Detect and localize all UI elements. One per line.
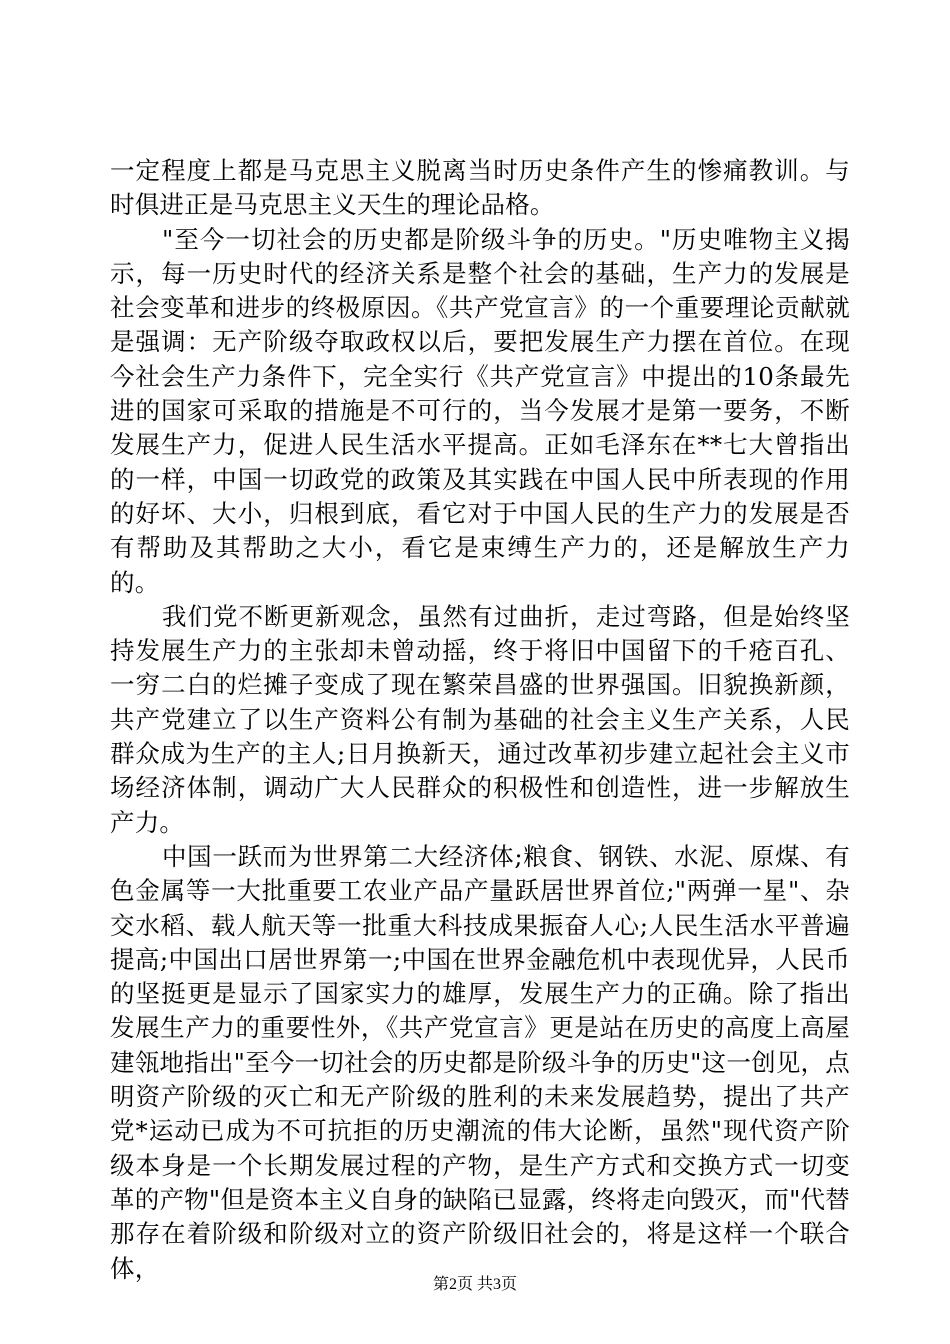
paragraph-2: "至今一切社会的历史都是阶级斗争的历史。"历史唯物主义揭示，每一历史时代的经济关系是整个社会的基础，生产力的发展是社会变革和进步的终极原因。《共产党宣言》的一个重要理论贡献就是强调：无产阶级夺取政权以后，要把发展生产力摆在首位。在现今社会生产力条件下，完全实行《共产党宣言》中提出的10条最先进的国家可采取的措施是不可行的，当今发展才是第一要务，不断发展生产力，促进人民生活水平提高。正如毛泽东在**七大曾指出的一样，中国一切政党的政策及其实践在中国人民中所表现的作用的好坏、大小，归根到底，看它对于中国人民的生产力的发展是否有帮助及其帮助之大小，看它是束缚生产力的，还是解放生产力的。 <box>110 224 850 597</box>
paragraph-4: 中国一跃而为世界第二大经济体;粮食、钢铁、水泥、原煤、有色金属等一大批重要工农业产品产量跃居世界首位;"两弹一星"、杂交水稻、载人航天等一批重大科技成果振奋人心;人民生活水平普遍提高;中国出口居世界第一;中国在世界金融危机中表现优异，人民币的坚挺更是显示了国家实力的雄厚，发展生产力的正确。除了指出发展生产力的重要性外，《共产党宣言》更是站在历史的高度上高屋建瓴地指出"至今一切社会的历史都是阶级斗争的历史"这一创见，点明资产阶级的灭亡和无产阶级的胜利的未来发展趋势，提出了共产党*运动已成为不可抗拒的历史潮流的伟大论断，虽然"现代资产阶级本身是一个长期发展过程的产物，是生产方式和交换方式一切变革的产物"但是资本主义自身的缺陷已显露，终将走向毁灭，而"代替那存在着阶级和阶级对立的资产阶级旧社会的，将是这样一个联合体， <box>110 841 850 1283</box>
document-body <box>110 154 850 1286</box>
page-number-footer: 第2页 共3页 <box>432 1276 517 1293</box>
paragraph-3: 我们党不断更新观念，虽然有过曲折，走过弯路，但是始终坚持发展生产力的主张却未曾动摇，终于将旧中国留下的千疮百孔、一穷二白的烂摊子变成了现在繁荣昌盛的世界强国。旧貌换新颜，共产党建立了以生产资料公有制为基础的社会主义生产关系，人民群众成为生产的主人;日月换新天，通过改革初步建立起社会主义市场经济体制，调动广大人民群众的积极性和创造性，进一步解放生产力。 <box>110 601 850 837</box>
paragraph-1: 一定程度上都是马克思主义脱离当时历史条件产生的惨痛教训。与时俱进正是马克思主义天生的理论品格。 <box>110 156 850 220</box>
